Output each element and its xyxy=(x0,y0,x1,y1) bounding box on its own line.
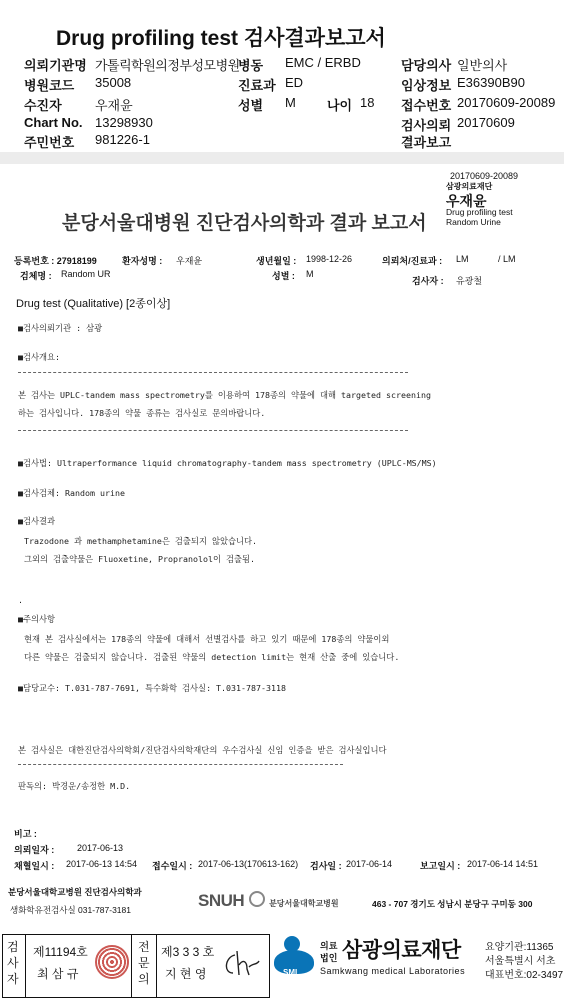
label-clinical-info: 임상정보 xyxy=(401,78,452,93)
line-caution-heading: ■주의사항 xyxy=(18,614,56,624)
label-request-date: 검사의뢰 xyxy=(401,118,452,133)
label-result-report: 결과보고 xyxy=(401,135,452,150)
label-requesting-institution: 의뢰기관명 xyxy=(24,58,87,73)
line-overview-heading: ■검사개요: xyxy=(18,352,61,362)
line-overview-2: 하는 검사입니다. 178종의 약물 종류는 검사실로 문의바랍니다. xyxy=(18,408,266,418)
remark-label: 비고 : xyxy=(14,829,37,839)
value-sex: M xyxy=(285,95,296,110)
value-chart-no: 13298930 xyxy=(95,115,153,130)
test-date: 2017-06-14 xyxy=(346,859,393,869)
collection-label: 채혈일시 : xyxy=(14,861,55,871)
line-caution-1: 현재 본 검사실에서는 178종의 약물에 대해서 선별검사를 하고 있기 때문에 178종의 약물이외 xyxy=(24,634,390,644)
request-date-label: 의뢰일자 : xyxy=(14,845,55,855)
label-sex: 성별 xyxy=(238,98,264,113)
snuh-logo-korean: 분당서울대학교병원 xyxy=(269,899,339,908)
hospital-crest-icon xyxy=(249,891,265,907)
label-department: 진료과 xyxy=(238,78,276,93)
report-title: Drug profiling test 검사결과보고서 xyxy=(56,27,386,50)
examiner-license-no: 제11194호 xyxy=(33,945,88,959)
receipt-label: 접수일시 : xyxy=(152,861,193,871)
test-date-label: 검사일 : xyxy=(310,861,342,871)
org-type-2: 법인 xyxy=(320,953,338,963)
label-chart-no: Chart No. xyxy=(24,115,83,130)
value-department: ED xyxy=(285,75,304,90)
value-ward: EMC / ERBD xyxy=(285,55,361,70)
specialist-name: 지 현 영 xyxy=(165,967,207,981)
value-age: 18 xyxy=(360,95,375,110)
report-datetime: 2017-06-14 14:51 xyxy=(467,859,539,869)
section-title: Drug test (Qualitative) [2종이상] xyxy=(16,298,171,310)
stamp-name: 우재윤 xyxy=(446,193,487,209)
tester-label: 검사자 : xyxy=(412,276,444,286)
line-method: ■검사법: Ultraperformance liquid chromatography-tandem mass spectrometry (UPLC-MS/MS) xyxy=(18,458,437,468)
stamp-org: 삼광의료재단 xyxy=(446,182,493,191)
label-resident-no: 주민번호 xyxy=(24,135,75,150)
label-age: 나이 xyxy=(327,98,353,113)
org-info-2: 서울특별시 서초 xyxy=(485,956,556,967)
org-type-1: 의료 xyxy=(320,941,338,951)
specialist-signature xyxy=(221,947,261,981)
stamp-specimen: Random Urine xyxy=(446,217,501,227)
collection-datetime: 2017-06-13 14:54 xyxy=(66,859,138,869)
request-date: 2017-06-13 xyxy=(77,843,124,853)
tester: 유광철 xyxy=(456,276,483,286)
scanned-report xyxy=(0,164,564,924)
sex-label: 성별 : xyxy=(272,271,295,281)
snuh-logo xyxy=(198,891,339,911)
value-physician: 일반의사 xyxy=(457,58,508,73)
line-overview-1: 본 검사는 UPLC-tandem mass spectrometry를 이용하여 178종의 약물에 대해 targeted screening xyxy=(18,390,431,400)
receipt-datetime: 2017-06-13(170613-162) xyxy=(198,859,299,869)
line-specimen: ■검사검체: Random urine xyxy=(18,488,125,498)
line-dot: . xyxy=(18,595,23,605)
patient-name-label: 환자성명 : xyxy=(122,256,163,266)
divider xyxy=(18,372,408,373)
line-result-2: 그외의 검출약물은 Fluoxetine, Propranolol이 검출됨. xyxy=(24,554,256,564)
label-physician: 담당의사 xyxy=(401,58,452,73)
divider xyxy=(131,935,132,997)
org-info-3: 대표번호:02-3497 xyxy=(485,970,564,981)
value-receipt-no: 20170609-20089 xyxy=(457,95,556,110)
org-name: 삼광의료재단 xyxy=(342,939,461,962)
label-patient: 수진자 xyxy=(24,98,62,113)
report-date-label: 보고일시 : xyxy=(420,861,461,871)
page-separator xyxy=(0,152,564,164)
lab-phone: 생화학유전검사실 031-787-3181 xyxy=(10,905,131,915)
value-request-date: 20170609 xyxy=(457,115,515,130)
dept-2: / LM xyxy=(498,254,516,264)
line-results-heading: ■검사결과 xyxy=(18,516,56,526)
label-ward: 병동 xyxy=(238,58,264,73)
dob-label: 생년월일 : xyxy=(256,256,297,266)
signature-box xyxy=(2,934,270,998)
value-patient: 우재윤 xyxy=(95,98,133,113)
value-requesting-institution: 가톨릭학원의정부성모병원 xyxy=(95,58,240,73)
specialist-label: 전문의 xyxy=(138,940,150,986)
value-clinical-info: E36390B90 xyxy=(457,75,525,90)
dept-1: LM xyxy=(456,254,469,264)
line-reader: 판독의: 박경운/송정한 M.D. xyxy=(18,781,131,791)
divider xyxy=(156,935,157,997)
divider xyxy=(18,764,343,765)
examiner-seal xyxy=(95,945,129,979)
value-resident-no: 981226-1 xyxy=(95,132,150,147)
org-name-english: Samkwang medical Laboratories xyxy=(320,966,466,976)
registration-number: 등록번호 : 27918199 xyxy=(14,256,97,266)
specialist-license-no: 제3 3 3 호 xyxy=(161,945,215,959)
specimen-label: 검체명 : xyxy=(20,271,52,281)
divider xyxy=(25,935,26,997)
address: 463 - 707 경기도 성남시 분당구 구미동 300 xyxy=(372,899,533,909)
sex: M xyxy=(306,269,314,279)
line-result-1: Trazodone 과 methamphetamine은 검출되지 않았습니다. xyxy=(24,536,258,546)
label-receipt-no: 접수번호 xyxy=(401,98,452,113)
patient-name: 우재윤 xyxy=(176,256,203,266)
line-caution-2: 다른 약물은 검출되지 않습니다. 검출된 약물의 detection limit는 현재 산출 중에 있습니다. xyxy=(24,652,400,662)
line-accreditation: 본 검사실은 대한진단검사의학회/진단검사의학재단의 우수검사실 신임 인증을 받은 검사실입니다 xyxy=(18,745,387,755)
stamp-test: Drug profiling test xyxy=(446,207,513,217)
examiner-name: 최 삼 규 xyxy=(37,967,79,981)
dept-label: 의뢰처/진료과 : xyxy=(382,256,443,266)
line-contacts: ■담당교수: T.031-787-7691, 특수화학 검사실: T.031-787-3118 xyxy=(18,683,286,693)
org-info-1: 요양기관:11365 xyxy=(485,942,554,953)
label-hospital-code: 병원코드 xyxy=(24,78,75,93)
snuh-logo-text: SNUH xyxy=(198,891,245,910)
stamp-number: 20170609-20089 xyxy=(450,171,519,181)
line-requesting-org: ■검사의뢰기관 : 삼광 xyxy=(18,323,103,333)
hospital-dept: 분당서울대학교병원 진단검사의학과 xyxy=(8,887,142,897)
dob: 1998-12-26 xyxy=(306,254,353,264)
report-heading: 분당서울대병원 진단검사의학과 결과 보고서 xyxy=(62,213,427,234)
sml-logo-text: SML xyxy=(283,968,300,977)
value-hospital-code: 35008 xyxy=(95,75,132,90)
examiner-label: 검사자 xyxy=(7,940,19,986)
specimen: Random UR xyxy=(61,269,111,279)
divider xyxy=(18,430,408,431)
